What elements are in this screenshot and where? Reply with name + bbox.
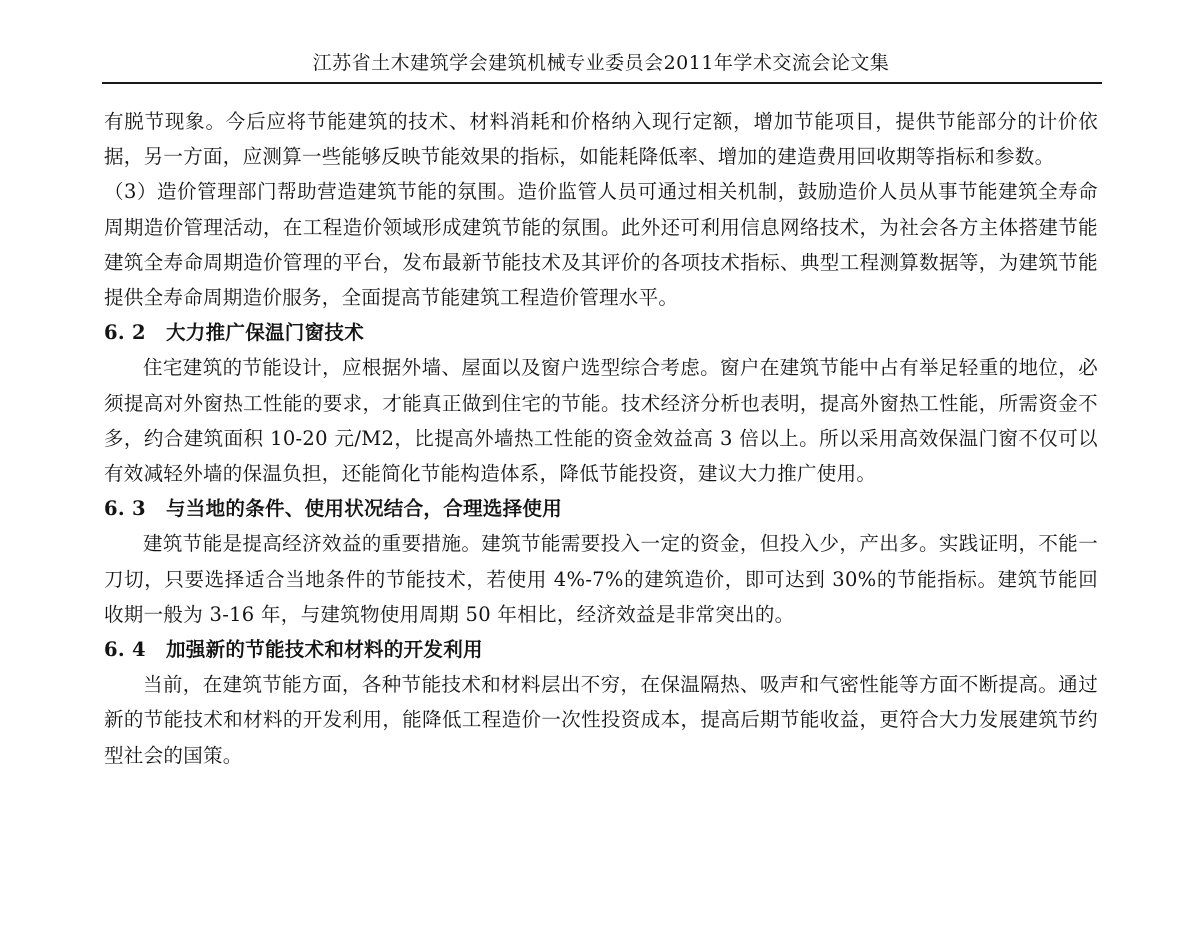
paragraph-5: 当前，在建筑节能方面，各种节能技术和材料层出不穷，在保温隔热、吸声和气密性能等方面不断提高。通过新的节能技术和材料的开发利用，能降低工程造价一次性投资成本，提高后期节能收益，更符合大力发展建筑节约型社会的国策。: [104, 673, 1098, 767]
paragraph-2: （3）造价管理部门帮助营造建筑节能的氛围。造价监管人员可通过相关机制，鼓励造价人员从事节能建筑全寿命周期造价管理活动，在工程造价领域形成建筑节能的氛围。此外还可利用信息网络技术，为社会各方主体搭建节能建筑全寿命周期造价管理的平台，发布最新节能技术及其评价的各项技术指标、典型工程测算数据等，为建筑节能提供全寿命周期造价服务，全面提高节能建筑工程造价管理水平。: [104, 180, 1098, 310]
section-heading-6-2: [104, 315, 1098, 350]
paragraph-1: 有脱节现象。今后应将节能建筑的技术、材料消耗和价格纳入现行定额，增加节能项目，提供节能部分的计价依据，另一方面，应测算一些能够反映节能效果的指标，如能耗降低率、增加的建造费用回收期等指标和参数。: [104, 110, 1098, 169]
section-heading-6-3: [104, 491, 1098, 526]
section-number: 6. 4: [104, 638, 146, 662]
section-title: 大力推广保温门窗技术: [166, 321, 365, 345]
paragraph-3: 住宅建筑的节能设计，应根据外墙、屋面以及窗户选型综合考虑。窗户在建筑节能中占有举足轻重的地位，必须提高对外窗热工性能的要求，才能真正做到住宅的节能。技术经济分析也表明，提高外窗热工性能，所需资金不多，约合建筑面积 10-20 元/M2，比提高外墙热工性能的资金效益高 3 倍以上。所以采用高效保温门窗不仅可以有效减轻外墙的保温负担，还能简化节能构造体系，降低节能投资，建议大力推广使用。: [104, 356, 1098, 486]
section-number: 6. 2: [104, 321, 146, 345]
paragraph-4: 建筑节能是提高经济效益的重要措施。建筑节能需要投入一定的资金，但投入少，产出多。实践证明，不能一刀切，只要选择适合当地条件的节能技术，若使用 4%-7%的建筑造价，即可达到 30%的节能指标。建筑节能回收期一般为 3-16 年，与建筑物使用周期 50 年相比，经济效益是非常突出的。: [104, 532, 1098, 626]
section-heading-6-4: [104, 632, 1098, 667]
section-title: 与当地的条件、使用状况结合，合理选择使用: [166, 497, 563, 521]
header-rule: [102, 82, 1102, 84]
body-text: [104, 104, 1098, 773]
section-title: 加强新的节能技术和材料的开发利用: [166, 638, 483, 662]
section-number: 6. 3: [104, 497, 146, 521]
running-header: 江苏省土木建筑学会建筑机械专业委员会2011年学术交流会论文集: [312, 52, 890, 74]
